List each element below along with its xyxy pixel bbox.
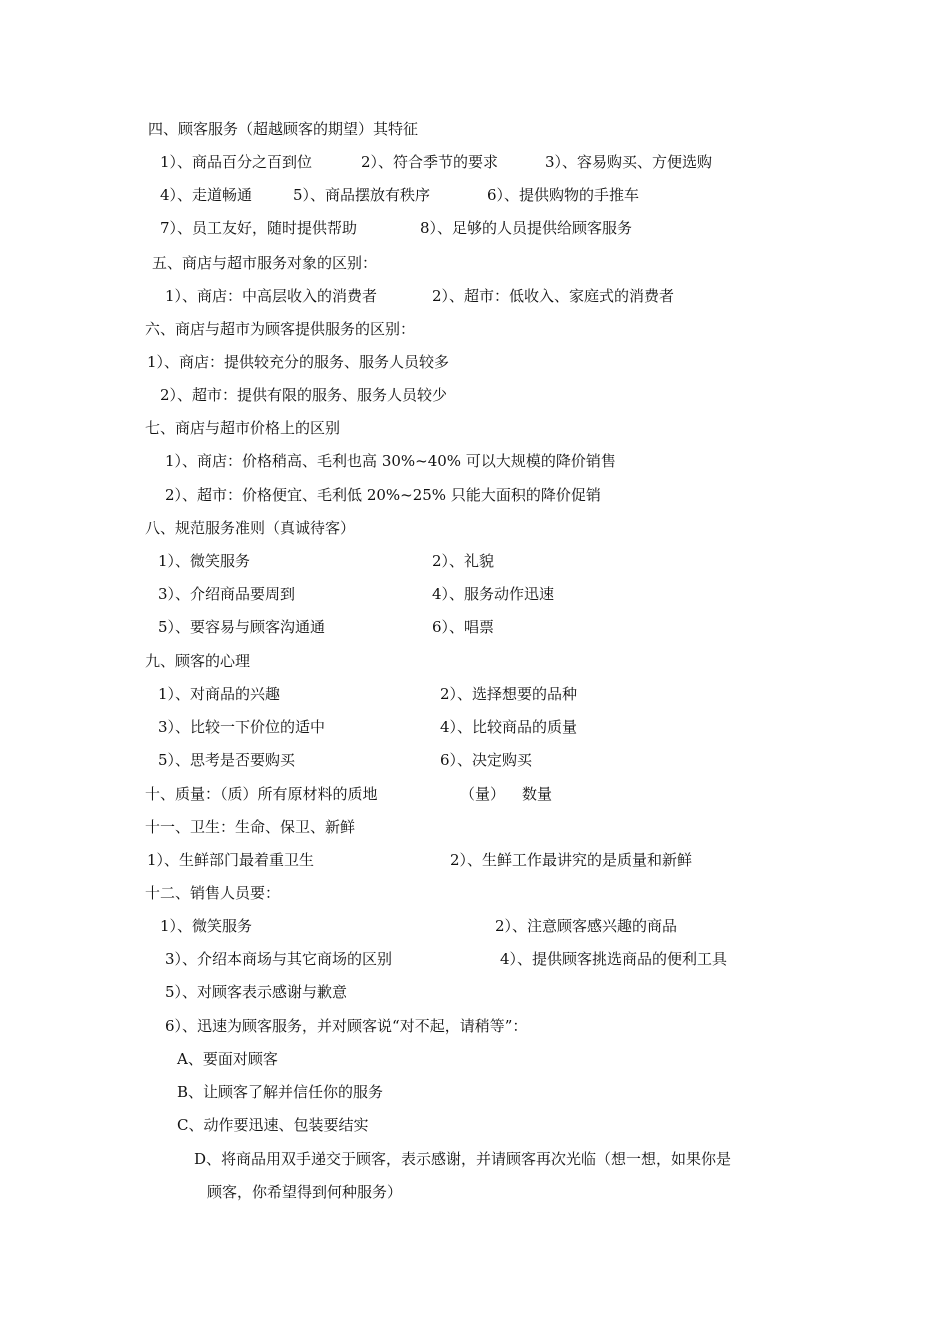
list-item: 5）、要容易与顾客沟通通: [158, 618, 326, 636]
heading-text: 数量: [522, 785, 553, 803]
section-11-heading: 十一、卫生：生命、保卫、新鲜: [145, 818, 356, 836]
section-9-row-3: [0, 750, 950, 770]
section-7-item-2: 2）、超市：价格便宜、毛利低 20%~25% 只能大面积的降价促销: [165, 486, 601, 504]
list-item: 7）、员工友好，随时提供帮助: [160, 219, 358, 237]
section-8-row-3: [0, 617, 950, 637]
list-item: 5）、商品摆放有秩序: [293, 186, 431, 204]
list-item: 3）、介绍本商场与其它商场的区别: [165, 950, 393, 968]
section-12-sub-b: B、让顾客了解并信任你的服务: [177, 1083, 384, 1101]
section-6-item-1: 1）、商店：提供较充分的服务、服务人员较多: [147, 353, 450, 371]
section-12-item-6: 6）、迅速为顾客服务，并对顾客说“对不起，请稍等”：: [165, 1017, 528, 1035]
list-item: 5）、思考是否要购买: [158, 751, 296, 769]
list-item: 6）、唱票: [432, 618, 495, 636]
list-item: 1）、对商品的兴趣: [158, 685, 281, 703]
section-8-heading: 八、规范服务准则（真诚待客）: [145, 519, 356, 537]
list-item: 2）、符合季节的要求: [361, 153, 499, 171]
section-12-sub-d-line-1: D、将商品用双手递交于顾客，表示感谢，并请顾客再次光临（想一想，如果你是: [194, 1150, 732, 1168]
section-8-row-1: [0, 551, 950, 571]
section-12-row-1: [0, 916, 950, 936]
list-item: 2）、选择想要的品种: [440, 685, 578, 703]
section-12-row-2: [0, 949, 950, 969]
section-12-sub-a: A、要面对顾客: [177, 1050, 278, 1068]
section-4-heading: 四、顾客服务（超越顾客的期望）其特征: [148, 120, 419, 138]
heading-text: （量）: [460, 785, 506, 803]
list-item: 2）、生鲜工作最讲究的是质量和新鲜: [450, 851, 693, 869]
list-item: 2）、注意顾客感兴趣的商品: [495, 917, 678, 935]
list-item: 4）、服务动作迅速: [432, 585, 555, 603]
section-5-row-1: [0, 286, 950, 306]
list-item: 3）、容易购买、方便选购: [545, 153, 713, 171]
list-item: 1）、微笑服务: [158, 552, 251, 570]
section-5-heading: 五、商店与超市服务对象的区别：: [152, 254, 378, 272]
section-6-item-2: 2）、超市：提供有限的服务、服务人员较少: [160, 386, 448, 404]
list-item: 1）、微笑服务: [160, 917, 253, 935]
section-12-sub-c: C、动作要迅速、包装要结实: [177, 1116, 369, 1134]
section-12-heading: 十二、销售人员要：: [145, 884, 281, 902]
section-9-row-2: [0, 717, 950, 737]
list-item: 1）、商店：中高层收入的消费者: [165, 287, 378, 305]
section-8-row-2: [0, 584, 950, 604]
list-item: 2）、礼貌: [432, 552, 495, 570]
list-item: 4）、提供顾客挑选商品的便利工具: [500, 950, 728, 968]
list-item: 2）、超市：低收入、家庭式的消费者: [432, 287, 675, 305]
section-12-item-5: 5）、对顾客表示感谢与歉意: [165, 983, 348, 1001]
list-item: 3）、介绍商品要周到: [158, 585, 296, 603]
heading-text: 十、质量：（质）所有原材料的质地: [145, 785, 378, 803]
list-item: 4）、比较商品的质量: [440, 718, 578, 736]
section-11-row-1: [0, 850, 950, 870]
list-item: 3）、比较一下价位的适中: [158, 718, 326, 736]
section-10-heading: [0, 784, 950, 804]
list-item: 1）、商品百分之百到位: [160, 153, 313, 171]
section-12-sub-d-line-2: 顾客，你希望得到何种服务）: [207, 1183, 403, 1201]
section-7-item-1: 1）、商店：价格稍高、毛利也高 30%~40% 可以大规模的降价销售: [165, 452, 616, 470]
section-4-row-3: [0, 218, 950, 238]
list-item: 6）、决定购买: [440, 751, 533, 769]
section-4-row-2: [0, 185, 950, 205]
list-item: 4）、走道畅通: [160, 186, 253, 204]
section-4-row-1: [0, 152, 950, 172]
section-9-heading: 九、顾客的心理: [145, 652, 251, 670]
section-6-heading: 六、商店与超市为顾客提供服务的区别：: [145, 320, 416, 338]
section-9-row-1: [0, 684, 950, 704]
list-item: 1）、生鲜部门最着重卫生: [147, 851, 315, 869]
section-7-heading: 七、商店与超市价格上的区别: [145, 419, 341, 437]
list-item: 8）、足够的人员提供给顾客服务: [420, 219, 633, 237]
list-item: 6）、提供购物的手推车: [487, 186, 640, 204]
